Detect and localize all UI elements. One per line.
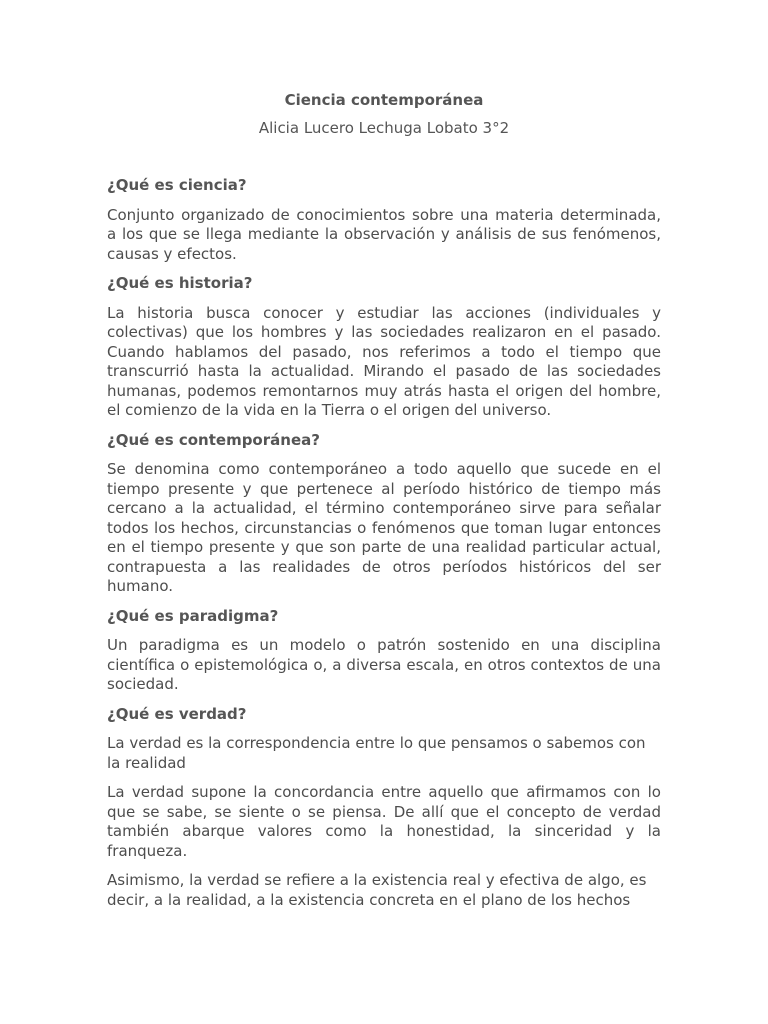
section-historia xyxy=(107,274,661,421)
section-paragraph: La historia busca conocer y estudiar las acciones (individuales y colectivas) que los hombres y las sociedades realizaron en el pasado. Cuando hablamos del pasado, nos referimos a todo el tiempo que transcurrió hasta la actualidad. Mirando el pasado de las sociedades humanas, podemos remontarnos muy atrás hasta el origen del hombre, el comienzo de la vida en la Tierra o el origen del universo. xyxy=(107,303,661,419)
section-paradigma xyxy=(107,607,661,695)
section-verdad xyxy=(107,705,661,911)
section-paragraph: La verdad es la correspondencia entre lo que pensamos o sabemos con la realidad xyxy=(107,734,646,772)
section-heading: ¿Qué es ciencia? xyxy=(107,176,247,194)
section-heading: ¿Qué es verdad? xyxy=(107,704,247,723)
title-spacer xyxy=(107,142,661,176)
section-paragraph: La verdad supone la concordancia entre aquello que afirmamos con lo que se sabe, se siente o se piensa. De allí que el concepto de verdad también abarque valores como la honestidad, la sinceridad y la franqueza. xyxy=(107,783,661,860)
section-paragraph: Conjunto organizado de conocimientos sobre una materia determinada, a los que se llega mediante la observación y análisis de sus fenómenos, causas y efectos. xyxy=(107,205,661,263)
document-title: Ciencia contemporánea xyxy=(284,91,484,109)
section-paragraph: Asimismo, la verdad se refiere a la existencia real y efectiva de algo, es decir, a la realidad, a la existencia concreta en el plano de los hechos xyxy=(107,871,647,909)
section-heading: ¿Qué es paradigma? xyxy=(107,606,279,625)
section-heading: ¿Qué es historia? xyxy=(107,274,253,292)
document-author: Alicia Lucero Lechuga Lobato 3°2 xyxy=(258,119,510,137)
section-paragraph: Se denomina como contemporáneo a todo aquello que sucede en el tiempo presente y que pertenece al período histórico de tiempo más cercano a la actualidad, el término contemporáneo sirve para señalar todos los hechos, circunstancias o fenómenos que toman lugar entonces en el tiempo presente y que son parte de una realidad particular actual, contrapuesta a las realidades de otros períodos históricos del ser humano. xyxy=(107,460,661,595)
section-paragraph: Un paradigma es un modelo o patrón sostenido en una disciplina científica o epistemológica o, a diversa escala, en otros contextos de una sociedad. xyxy=(107,636,661,693)
document-page xyxy=(107,86,661,920)
section-ciencia xyxy=(107,176,661,264)
section-heading: ¿Qué es contemporánea? xyxy=(107,430,320,449)
section-contemporanea xyxy=(107,431,661,597)
